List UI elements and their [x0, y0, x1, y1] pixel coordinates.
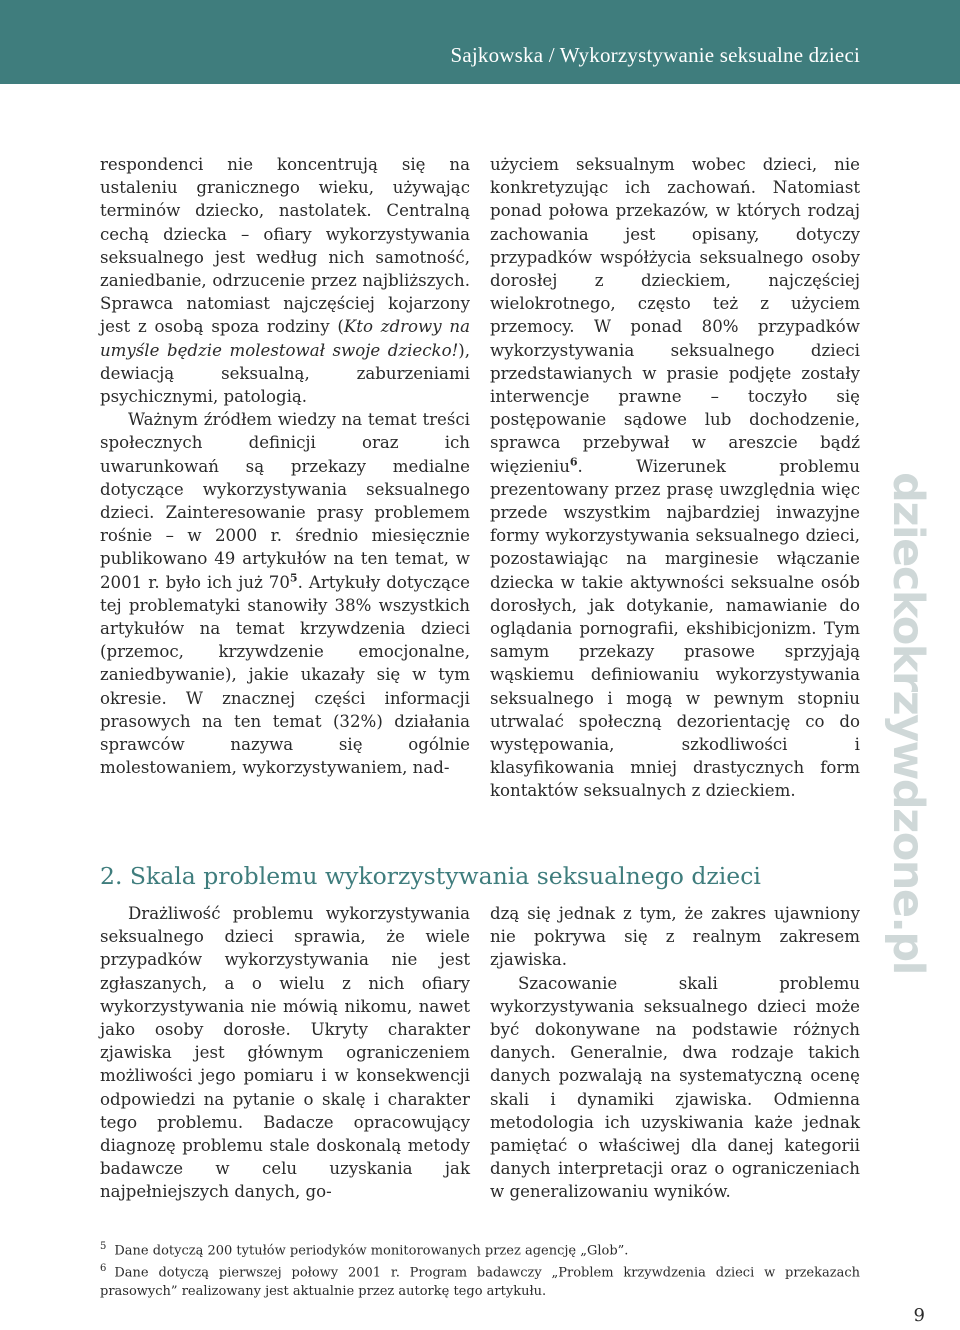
paragraph: dzą się jednak z tym, że zakres ujawniony nie pokrywa się z realnym zakresem zjawiska.: [490, 904, 860, 970]
header-bar: [0, 0, 960, 84]
footnote-ref[interactable]: 6: [569, 455, 578, 469]
paragraph: [490, 153, 860, 803]
footnote-ref[interactable]: 5: [289, 571, 298, 585]
section-heading: 2. Skala problemu wykorzystywania seksualnego dzieci: [100, 861, 761, 890]
page-number: 9: [913, 1305, 925, 1326]
footnote: [100, 1238, 860, 1260]
text-run: . Artykuły dotyczące tej problematyki stanowiły 38% wszystkich artykułów na temat krzywdzenia dzieci (przemoc, krzywdzenie emocjonalne, zaniedbywanie), jakie ukazały się w tym okresie. W znacznej części informacji prasowych na ten temat (32%) działania sprawców nazywa się ogólnie molestowaniem, wykorzystywaniem, nad-: [100, 572, 470, 778]
footnote-number: 5: [100, 1241, 107, 1252]
right-column-bottom: [490, 902, 860, 1204]
paragraph: [100, 408, 470, 779]
footnote-text: Dane dotyczą 200 tytułów periodyków monitorowanych przez agencję „Glob”.: [114, 1243, 629, 1259]
right-column-top: [490, 153, 860, 803]
paragraph: [100, 153, 470, 408]
running-title: Sajkowska / Wykorzystywanie seksualne dzieci: [450, 43, 860, 67]
text-run: użyciem seksualnym wobec dzieci, nie konkretyzując ich zachowań. Natomiast ponad połowa przekazów, w których rodzaj zachowania jest opisany, dotyczy przypadków współżycia seksualnego osoby dorosłej z dzieckiem, najczęściej wielokrotnego, często też z użyciem przemocy. W ponad 80% przypadków wykorzystywania seksualnego dzieci przedstawianych w prasie podjęte zostały interwencje prawne – toczyło się postępowanie sądowe lub dochodzenie, sprawca przebywał w areszcie bądź więzieniu: [490, 155, 860, 476]
footnote-number: 6: [100, 1263, 107, 1275]
watermark: [878, 471, 938, 974]
italic-quote: Kto zdrowy na umyśle będzie molestował swoje dziecko!: [100, 317, 471, 360]
left-column-bottom: [100, 902, 470, 1204]
left-column-top: [100, 153, 470, 779]
text-run: ), dewiacją seksualną, zaburzeniami psychicznymi, patologią.: [100, 340, 470, 407]
footnote-text: Dane dotyczą pierwszej połowy 2001 r. Program badawczy „Problem krzywdzenia dzieci w przekazach prasowych” realizowany jest aktualnie przez autorkę tego artykułu.: [100, 1265, 860, 1299]
text-run: Ważnym źródłem wiedzy na temat treści społecznych definicji oraz ich uwarunkowań są przekazy medialne dotyczące wykorzystywania seksualnego dzieci. Zainteresowanie prasy problemem rośnie – w 2000 r. średnio miesięcznie publikowano 49 artykułów na ten temat, w 2001 r. było ich już 70: [100, 410, 470, 592]
footnote: [100, 1260, 860, 1300]
paragraph: Szacowanie skali problemu wykorzystywania seksualnego dzieci może być dokonywane na podstawie różnych danych. Generalnie, dwa rodzaje takich danych pozwalają na systematyczną ocenę skali i dynamiki zjawiska. Odmienna metodologia ich uzyskiwania każe jednak pamiętać o właściwej dla danej kategorii danych interpretacji oraz o ograniczeniach w generalizowaniu wyników.: [490, 973, 860, 1202]
watermark-text: dzieckokrzywdzone.pl: [883, 471, 933, 974]
text-run: respondenci nie koncentrują się na ustaleniu granicznego wieku, używając terminów dziecko, nastolatek. Centralną cechą dziecka – ofiary wykorzystywania seksualnego jest według nich samotność, zaniedbanie, odrzucenie przez najbliższych. Sprawca natomiast najczęściej kojarzony jest z osobą spoza rodziny (: [100, 155, 470, 337]
text-run: . Wizerunek problemu prezentowany przez prasę uwzględnia więc przede wszystkim najbardziej inwazyjne formy wykorzystywania seksualnego dzieci, pozostawiając na marginesie włączanie dziecka w takie aktywności seksualne osób dorosłych, jak dotykanie, namawianie do oglądania pornografii, ekshibicjonizm. Tym samym przekazy prasowe sprzyjają wąskiemu definiowaniu wykorzystywania seksualnego i mogą w pewnym stopniu utrwalać społeczną dezorientację co do występowania, szkodliwości i klasyfikowania mniej drastycznych form kontaktów seksualnych z dzieckiem.: [490, 456, 860, 801]
footnotes: [100, 1238, 860, 1301]
paragraph: Drażliwość problemu wykorzystywania seksualnego dzieci sprawia, że wiele przypadków wykorzystywania nie jest zgłaszanych, a o wielu z nich ofiary wykorzystywania nie mówią nikomu, nawet jako osoby dorosłe. Ukryty charakter zjawiska jest głównym ograniczeniem możliwości jego pomiaru i w konsekwencji odpowiedzi na pytanie o skalę i charakter tego problemu. Badacze opracowujący diagnozę problemu stale doskonalą metody badawcze w celu uzyskania jak najpełniejszych danych, go-: [100, 904, 470, 1202]
